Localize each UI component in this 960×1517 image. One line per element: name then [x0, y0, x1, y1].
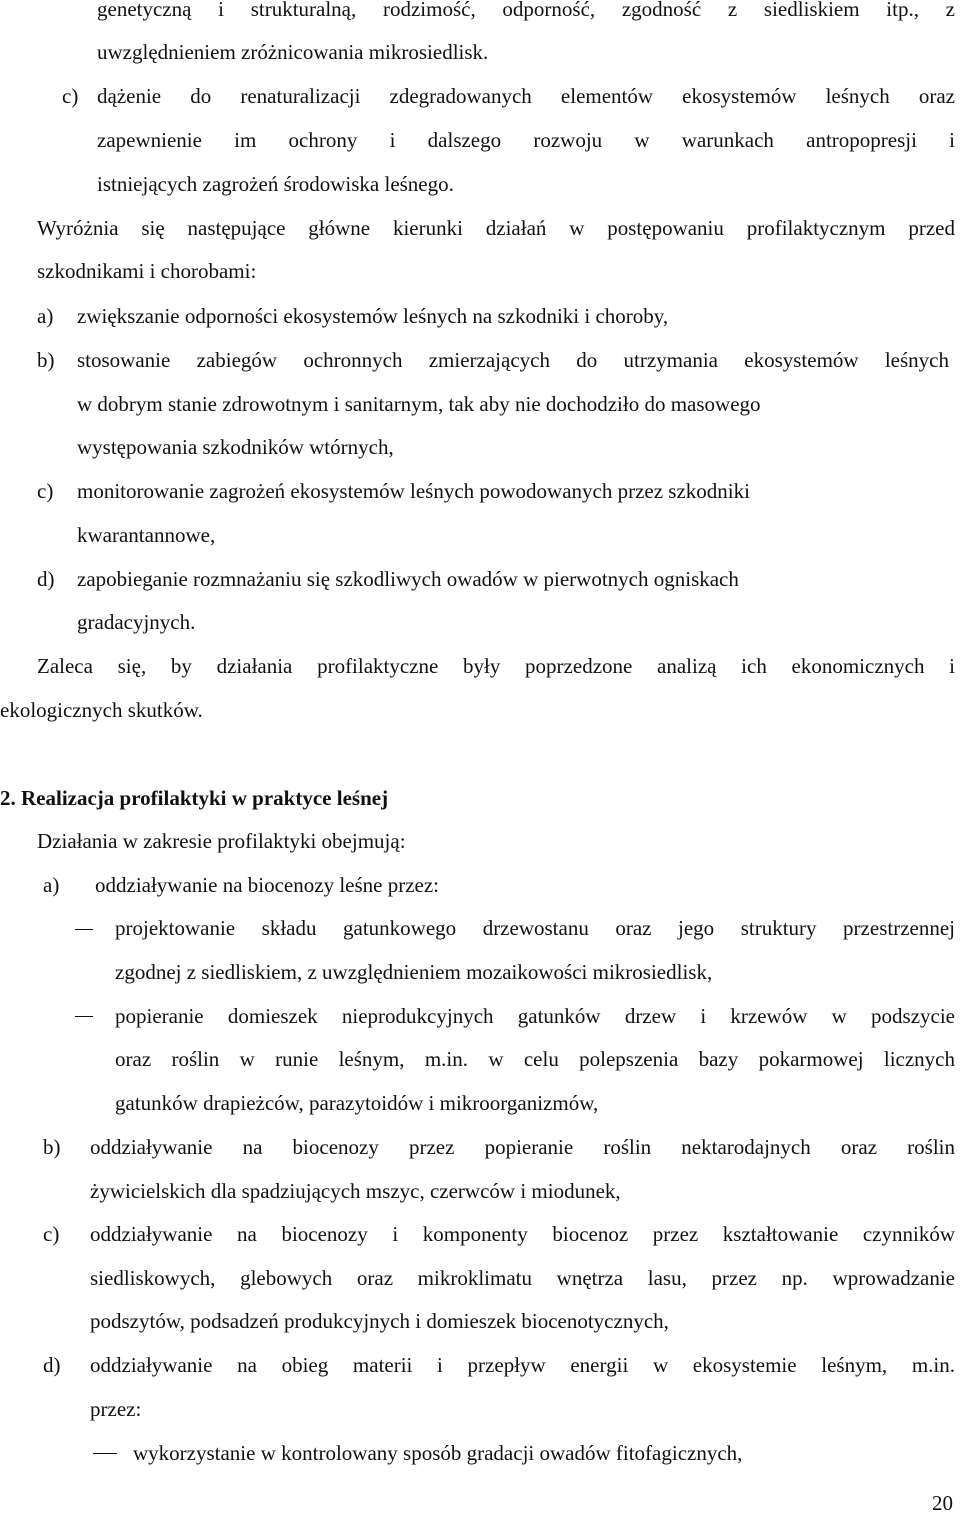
list-item-line: podszytów, podsadzeń produkcyjnych i domieszek biocenotycznych,: [90, 1309, 669, 1333]
list-item-line: przez:: [90, 1397, 142, 1421]
list-item-line: żywicielskich dla spadziujących mszyc, czerwców i miodunek,: [90, 1179, 621, 1203]
intro-item-c-line: dążenie do renaturalizacji zdegradowanych elementów ekosystemów leśnych oraz: [97, 84, 955, 108]
paragraph-line: Wyróżnia się następujące główne kierunki działań w postępowaniu profilaktycznym przed: [37, 216, 955, 240]
sub-list-item-line: gatunków drapieżców, parazytoidów i mikroorganizmów,: [115, 1091, 599, 1115]
list-marker: c): [43, 1222, 60, 1246]
list-marker: c): [37, 479, 54, 503]
list-item-line: zwiększanie odporności ekosystemów leśnych na szkodniki i choroby,: [77, 304, 669, 328]
paragraph-line: Działania w zakresie profilaktyki obejmują:: [37, 829, 406, 853]
sub-list-item-line: projektowanie składu gatunkowego drzewostanu oraz jego struktury przestrzennej: [115, 916, 955, 940]
intro-line: uwzględnieniem zróżnicowania mikrosiedlisk.: [97, 40, 489, 64]
list-item-line: oddziaływanie na biocenozy i komponenty biocenoz przez kształtowanie czynników: [90, 1222, 955, 1246]
paragraph-line: szkodnikami i chorobami:: [37, 259, 257, 283]
sub-list-item-line: oraz roślin w runie leśnym, m.in. w celu polepszenia bazy pokarmowej licznych: [115, 1047, 955, 1071]
intro-item-c-line: zapewnienie im ochrony i dalszego rozwoju w warunkach antropopresji i: [97, 128, 955, 152]
list-item-line: monitorowanie zagrożeń ekosystemów leśnych powodowanych przez szkodniki: [77, 479, 750, 503]
list-item-line: w dobrym stanie zdrowotnym i sanitarnym, tak aby nie dochodziło do masowego: [77, 392, 761, 416]
sub-list-item-line: wykorzystanie w kontrolowany sposób gradacji owadów fitofagicznych,: [133, 1441, 743, 1465]
list-marker: a): [37, 304, 54, 328]
paragraph-line: Zaleca się, by działania profilaktyczne były poprzedzone analizą ich ekonomicznych i: [37, 654, 955, 678]
list-item-line: gradacyjnych.: [77, 610, 196, 634]
list-item-line: siedliskowych, glebowych oraz mikroklimatu wnętrza lasu, przez np. wprowadzanie: [90, 1266, 955, 1290]
intro-item-c-line: istniejących zagrożeń środowiska leśnego.: [97, 172, 454, 196]
dash-bullet-icon: [93, 1453, 117, 1454]
section-heading: 2. Realizacja profilaktyki w praktyce leśnej: [0, 786, 389, 810]
dash-bullet-icon: [75, 1016, 93, 1017]
intro-line: genetyczną i strukturalną, rodzimość, odporność, zgodność z siedliskiem itp., z: [97, 0, 955, 21]
list-item-line: oddziaływanie na biocenozy leśne przez:: [95, 873, 440, 897]
list-marker: d): [43, 1353, 61, 1377]
sub-list-item-line: zgodnej z siedliskiem, z uwzględnieniem mozaikowości mikrosiedlisk,: [115, 960, 713, 984]
list-item-line: oddziaływanie na biocenozy przez popieranie roślin nektarodajnych oraz roślin: [90, 1135, 955, 1159]
list-marker: b): [43, 1135, 61, 1159]
list-marker: c): [62, 84, 79, 108]
list-item-line: występowania szkodników wtórnych,: [77, 435, 394, 459]
list-item-line: zapobieganie rozmnażaniu się szkodliwych owadów w pierwotnych ogniskach: [77, 567, 739, 591]
dash-bullet-icon: [75, 929, 93, 930]
list-marker: d): [37, 567, 55, 591]
sub-list-item-line: popieranie domieszek nieprodukcyjnych gatunków drzew i krzewów w podszycie: [115, 1004, 955, 1028]
paragraph-line: ekologicznych skutków.: [0, 698, 203, 722]
list-item-line: kwarantannowe,: [77, 523, 216, 547]
list-marker: b): [37, 348, 55, 372]
list-marker: a): [43, 873, 60, 897]
list-item-line: oddziaływanie na obieg materii i przepływ energii w ekosystemie leśnym, m.in.: [90, 1353, 955, 1377]
list-item-line: stosowanie zabiegów ochronnych zmierzających do utrzymania ekosystemów leśnych: [77, 348, 949, 372]
page-number: 20: [932, 1491, 953, 1515]
